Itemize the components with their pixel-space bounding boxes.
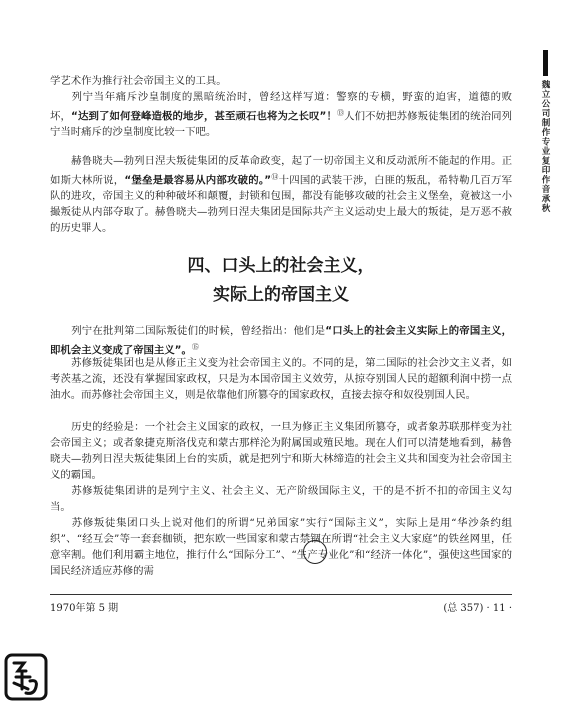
text-run: 苏修叛徒集团也是从修正主义变为社会帝国主义的。不同的是，第二国际的社会沙文主义者，如考茨基之流，还没有掌握国家政权，只是为本国帝国主义效劳，从掠夺别国人民的超额利润中捞一点油水。而苏修社会帝国主义，则是依靠他们所篡夺的国家政权，直接去掠夺和奴役别国人民。 — [50, 357, 512, 401]
text-run: 学艺术作为推行社会帝国主义的工具。 — [50, 75, 227, 87]
bold-quote: “口头上的社会主义实际上的帝国主义，即机会主义变成了帝国主义”。 — [50, 325, 513, 357]
section-heading-line1: 四、口头上的社会主义， — [187, 256, 375, 276]
scanner-side-label — [535, 50, 553, 265]
footer-issue: 1970年第 5 期 — [50, 603, 119, 614]
side-black-bar — [543, 50, 548, 76]
paragraph-lenin-tsarism — [50, 89, 512, 140]
paragraph-fraternal-countries — [50, 515, 512, 579]
footnote-marker: ⑭ — [271, 173, 279, 181]
text-run: 十四国的武装干涉，白匪的叛乱，希特勒几百万军队的进攻，帝国主义的种种破坏和颠覆，封锁和包围，都没有能够攻破的社会主义堡垒，竟被这一小撮叛徒从内部夺取了。赫鲁晓夫—勃列日涅夫集团是国际共产主义运动史上最大的叛徒，是万恶不赦的历史罪人。 — [50, 174, 513, 235]
bold-quote: “达到了如何登峰造极的地步，甚至顽石也将为之长叹”！ — [71, 110, 337, 123]
footnote-marker: ⑮ — [191, 343, 199, 351]
footer-page-number: (总 357) · 11 · — [443, 603, 512, 614]
text-run: 人们不妨把苏修叛徒集团的统治同列宁当时痛斥的沙皇制度比较一下吧。 — [50, 110, 513, 139]
text-run: 历史的经验是：一个社会主义国家的政权，一旦为修正主义集团所篡夺，或者象苏联那样变为社会帝国主义；或者象捷克斯洛伐克和蒙古那样沦为附属国或殖民地。现在人们可以清楚地看到，赫鲁晓夫—勃列日涅夫叛徒集团上台的实质，就是把列宁和斯大林缔造的社会主义共和国变为社会帝国主义的霸国。 — [50, 421, 512, 481]
text-run: 赫鲁晓夫—勃列日涅夫叛徒集团的反革命政变，起了一切帝国主义和反动派所不能起的作用。正如斯大林所说， — [50, 155, 512, 187]
pen-circle-mark — [303, 540, 327, 564]
footer-divider — [50, 594, 512, 595]
paragraph-social-imperialism — [50, 355, 512, 403]
text-run: 苏修叛徒集团口头上说对他们的所谓“兄弟国家”实行“国际主义”，实际上是用“华沙条约组织”、“经互会”等一套套枷锁，把东欧一些国家和蒙古禁锢在所谓“社会主义大家庭”的铁丝网里，任意宰割。他们利用霸主地位，推行什么“国际分工”、“生产专业化”和“经济一体化”，强使这些国家的国民经济适应苏修的需 — [50, 517, 512, 577]
bold-quote: “堡垒是最容易从内部攻破的。” — [124, 174, 272, 187]
text-run: 苏修叛徒集团讲的是列宁主义、社会主义、无产阶级国际主义，干的是不折不扣的帝国主义勾当。 — [50, 485, 512, 513]
text-run: 列宁当年痛斥沙皇制度的黑暗统治时，曾经这样写道：警察的专横，野蛮的迫害，道德的败坏， — [50, 91, 512, 123]
paragraph-intro — [50, 73, 512, 89]
paragraph-lip-service — [50, 483, 512, 515]
library-seal-icon — [4, 653, 48, 701]
text-run: 列宁在批判第二国际叛徒们的时候，曾经指出：他们是 — [71, 325, 326, 337]
side-label-text: 魏立公司制作专业复印作音承秋 — [540, 80, 550, 213]
paragraph-coup — [50, 153, 512, 236]
section-heading-line2: 实际上的帝国主义 — [213, 285, 349, 305]
paragraph-second-international — [50, 323, 512, 358]
footnote-marker: ⑬ — [336, 109, 345, 117]
paragraph-history-lesson — [50, 419, 512, 483]
